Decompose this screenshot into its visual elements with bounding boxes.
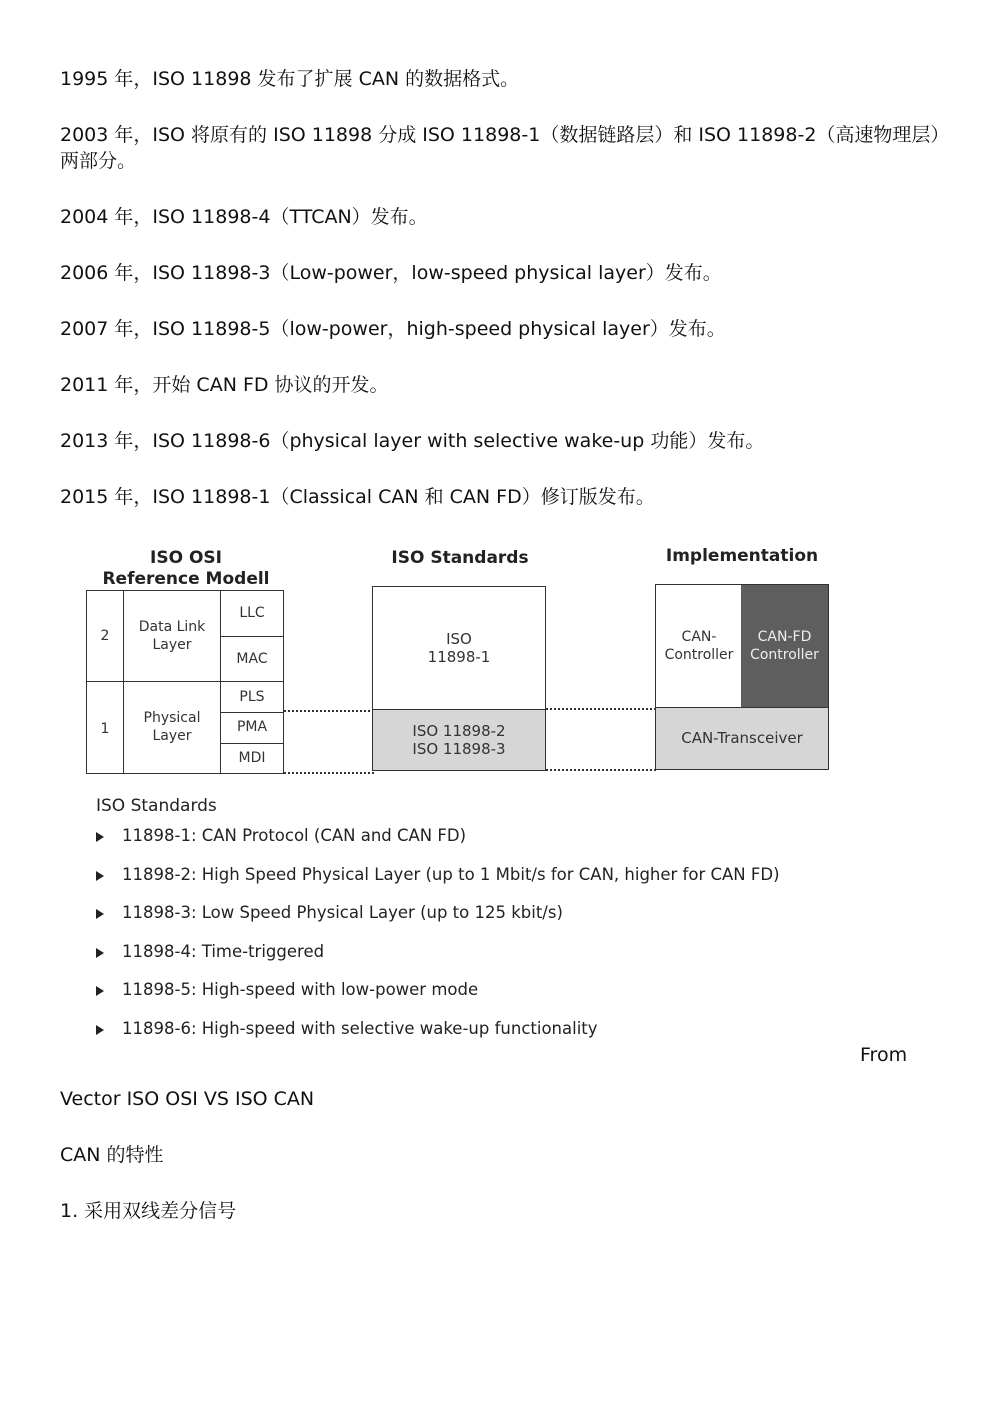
data-link-layer-label (124, 618, 220, 654)
iso1-line2: 11898-1 (427, 648, 491, 666)
pma-label: PMA (236, 719, 268, 735)
bullet-triangle-icon (96, 948, 104, 958)
iso-standards-list (96, 826, 780, 1057)
can-ctrl-line2: Controller (664, 647, 734, 663)
standard-desc: High-speed with selective wake-up functionality (201, 1018, 598, 1038)
iso-standards-list-title: ISO Standards (96, 796, 217, 816)
bullet-triangle-icon (96, 909, 104, 919)
list-item (96, 826, 780, 865)
osi-header-line1: ISO OSI (150, 548, 222, 568)
standard-desc: Time-triggered (201, 941, 325, 961)
osi-layer-divider (86, 681, 284, 682)
section-heading: CAN 的特性 (60, 1144, 164, 1166)
paragraph-2011: 2011 年，开始 CAN FD 协议的开发。 (60, 374, 389, 396)
standard-code: 11898-4: (122, 941, 197, 961)
osi-pls-pma-divider (220, 712, 284, 713)
connector-lower-left (284, 772, 374, 774)
standard-code: 11898-2: (122, 864, 197, 884)
canfd-ctrl-line1: CAN-FD (757, 629, 812, 645)
canfd-controller-label (741, 628, 828, 664)
list-item (96, 980, 780, 1019)
standard-code: 11898-1: (122, 826, 197, 845)
standards-header: ISO Standards (391, 548, 529, 568)
iso23-line1: ISO 11898-2 (412, 722, 506, 740)
paragraph-2007: 2007 年，ISO 11898-5（low-power，high-speed physical layer）发布。 (60, 318, 726, 340)
mac-label: MAC (236, 651, 268, 667)
list-item (96, 942, 780, 981)
standard-code: 11898-5: (122, 980, 197, 999)
bullet-triangle-icon (96, 832, 104, 842)
physical-layer-label (124, 709, 220, 745)
iso-11898-1-label (372, 630, 546, 666)
iso-11898-2-3-label (372, 722, 546, 758)
standard-desc: High Speed Physical Layer (up to 1 Mbit/s for CAN, higher for CAN FD) (201, 864, 780, 884)
standard-desc: High-speed with low-power mode (201, 980, 479, 999)
can-transceiver-label: CAN-Transceiver (681, 729, 803, 747)
bullet-triangle-icon (96, 871, 104, 881)
paragraph-2006: 2006 年，ISO 11898-3（Low-power，low-speed physical layer）发布。 (60, 262, 722, 284)
paragraph-1995: 1995 年，ISO 11898 发布了扩展 CAN 的数据格式。 (60, 68, 520, 90)
osi-header (86, 548, 286, 590)
pls-label: PLS (239, 689, 265, 705)
llc-label: LLC (239, 605, 265, 621)
physical-line2: Layer (152, 728, 192, 744)
bullet-triangle-icon (96, 1025, 104, 1035)
list-item-1: 1. 采用双线差分信号 (60, 1200, 237, 1222)
standard-code: 11898-3: (122, 903, 197, 922)
iso23-line2: ISO 11898-3 (412, 740, 506, 758)
can-controller-label (657, 628, 741, 664)
caption-source: Vector ISO OSI VS ISO CAN (60, 1088, 315, 1110)
caption-from: From (860, 1044, 908, 1066)
standard-desc: CAN Protocol (CAN and CAN FD) (201, 826, 467, 845)
paragraph-2004: 2004 年，ISO 11898-4（TTCAN）发布。 (60, 206, 428, 228)
list-item (96, 903, 780, 942)
iso1-line1: ISO (446, 630, 472, 648)
connector-lower-right (546, 769, 656, 771)
can-ctrl-line1: CAN- (681, 629, 717, 645)
iso-osi-vs-iso-can-figure (80, 540, 860, 1050)
connector-upper-left (284, 710, 374, 712)
paragraph-2015: 2015 年，ISO 11898-1（Classical CAN 和 CAN FD）修订版发布。 (60, 486, 655, 508)
layer-1-number: 1 (100, 721, 110, 737)
paragraph-2003: 2003 年，ISO 将原有的 ISO 11898 分成 ISO 11898-1（数据链路层）和 ISO 11898-2（高速物理层）两部分。 (60, 124, 940, 172)
bullet-triangle-icon (96, 986, 104, 996)
osi-llc-mac-divider (220, 636, 284, 637)
data-link-line2: Layer (152, 637, 192, 653)
connector-upper-right (546, 708, 656, 710)
list-item (96, 865, 780, 904)
osi-header-line2: Reference Modell (102, 569, 270, 589)
standard-code: 11898-6: (122, 1018, 197, 1038)
standard-desc: Low Speed Physical Layer (up to 125 kbit/s) (201, 903, 563, 922)
mdi-label: MDI (238, 750, 266, 766)
paragraph-2013: 2013 年，ISO 11898-6（physical layer with selective wake-up 功能）发布。 (60, 430, 765, 452)
layer-2-number: 2 (100, 628, 110, 644)
list-item (96, 1019, 780, 1058)
implementation-header: Implementation (665, 546, 819, 566)
osi-pma-mdi-divider (220, 743, 284, 744)
data-link-line1: Data Link (138, 619, 206, 635)
physical-line1: Physical (143, 710, 201, 726)
canfd-ctrl-line2: Controller (750, 647, 819, 663)
